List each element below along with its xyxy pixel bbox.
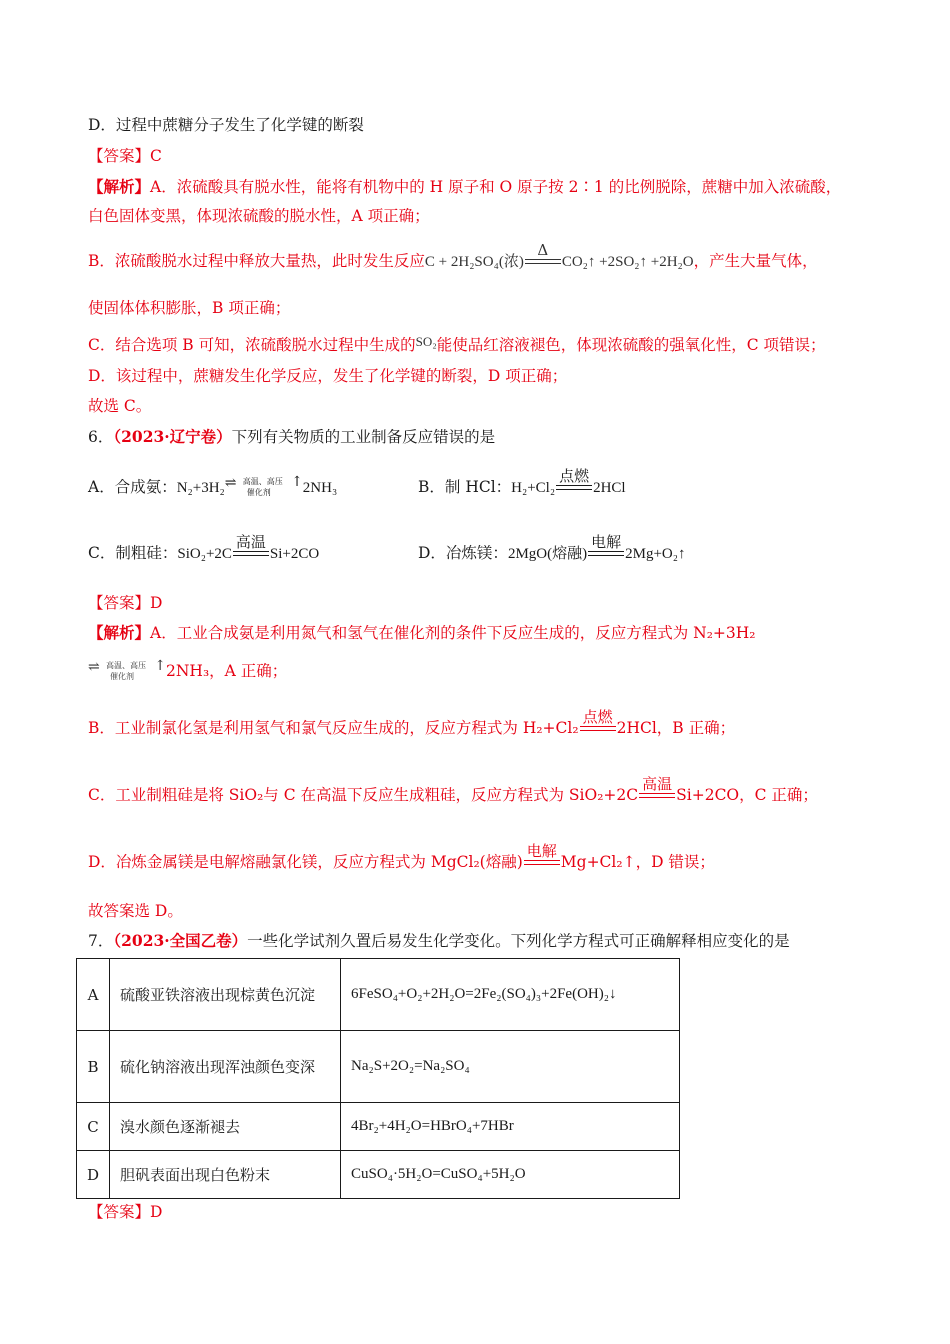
q6-option-a <box>88 476 337 499</box>
option-label: B．制 HCl： <box>418 478 512 496</box>
analysis-b-text2: 2HCl，B 正确； <box>616 719 736 737</box>
q7-answer <box>88 1201 162 1223</box>
equation-left: H₂+Cl₂ <box>511 480 556 496</box>
question-source: （2023·辽宁卷） <box>113 427 232 446</box>
analysis-b-text: B．浓硫酸脱水过程中释放大量热，此时发生反应 <box>88 252 425 270</box>
row-equation: Na₂S+2O₂=Na₂SO₄ <box>341 1031 680 1103</box>
analysis-b-text: B．工业制氯化氢是利用氢气和氯气反应生成的，反应方程式为 H₂+Cl₂ <box>88 719 579 737</box>
analysis-d-text2: Mg+Cl₂↑，D 错误； <box>560 853 715 871</box>
table-row <box>77 959 680 1031</box>
condition-equals: 点燃 <box>556 483 592 493</box>
analysis-b-post: ，产生大量气体， <box>693 252 818 270</box>
equation-b-left: C + 2H₂SO₄(浓) <box>424 254 524 270</box>
table-row <box>77 1151 680 1199</box>
question-text: 一些化学试剂久置后易发生化学变化。下列化学方程式可正确解释相应变化的是 <box>247 932 790 950</box>
equation-b-condition: Δ <box>525 257 561 267</box>
question-text: 下列有关物质的工业制备反应错误的是 <box>231 428 496 446</box>
question-number: 6． <box>88 428 114 446</box>
q6-analysis-c <box>88 775 818 806</box>
q5-analysis-b <box>88 241 818 273</box>
reversible-arrow-icon: ⇌ 高温、高压 催化剂 ↑ <box>224 474 303 497</box>
answer-value: C <box>150 147 162 165</box>
row-label: D <box>77 1151 110 1199</box>
question-number: 7． <box>88 932 114 950</box>
row-label: B <box>77 1031 110 1103</box>
row-label: C <box>77 1103 110 1151</box>
condition-equals: 点燃 <box>580 724 616 734</box>
q5-option-d: D．过程中蔗糖分子发生了化学键的断裂 <box>88 116 364 134</box>
reversible-arrow-icon: ⇌ 高温、高压 催化剂 ↑ <box>88 658 166 681</box>
options-table <box>76 958 680 1199</box>
analysis-tag: 【解析】 <box>88 177 151 196</box>
condition-equals: 电解 <box>588 549 624 559</box>
table-row <box>77 1103 680 1151</box>
analysis-a-text: A．浓硫酸具有脱水性，能将有机物中的 H 原子和 O 原子按 2∶1 的比例脱除，蔗糖中加入浓硫酸， <box>150 178 842 196</box>
table-row <box>77 1031 680 1103</box>
equation-left: 2MgO(熔融) <box>507 546 588 562</box>
answer-value: D <box>150 594 163 612</box>
row-equation: CuSO₄·5H₂O=CuSO₄+5H₂O <box>341 1151 680 1199</box>
q6-stem <box>88 426 495 448</box>
condition-equals: 高温 <box>639 791 675 801</box>
answer-value: D <box>150 1203 163 1221</box>
row-phenomenon: 胆矾表面出现白色粉末 <box>110 1151 341 1199</box>
analysis-a-text2: 2NH₃，A 正确； <box>166 662 288 680</box>
row-equation: 4Br₂+4H₂O=HBrO₄+7HBr <box>341 1103 680 1151</box>
q6-option-c <box>88 533 320 565</box>
analysis-a-text: A．工业合成氨是利用氮气和氢气在催化剂的条件下反应生成的，反应方程式为 N₂+3H₂ <box>150 624 756 642</box>
question-source: （2023·全国乙卷） <box>113 931 248 950</box>
q6-analysis-b <box>88 708 736 739</box>
option-label: D．冶炼镁： <box>418 544 508 562</box>
analysis-d-text: D．冶炼金属镁是电解熔融氯化镁，反应方程式为 MgCl₂(熔融) <box>88 853 523 871</box>
so2-formula: SO₂ <box>415 334 437 349</box>
q6-conclusion: 故答案选 D。 <box>88 902 183 920</box>
q5-conclusion: 故选 C。 <box>88 397 152 415</box>
q5-analysis-a <box>88 176 841 198</box>
q6-analysis-a-line2 <box>88 660 287 683</box>
q6-option-d <box>418 533 686 565</box>
row-phenomenon: 硫化钠溶液出现浑浊颜色变深 <box>110 1031 341 1103</box>
analysis-c-text2: Si+2CO，C 正确； <box>676 786 818 804</box>
equation-left: SiO₂+2C <box>177 546 232 562</box>
condition-equals: 高温 <box>233 549 269 559</box>
q7-stem <box>88 930 790 952</box>
equation-right: 2Mg+O₂↑ <box>625 546 686 562</box>
row-label: A <box>77 959 110 1031</box>
row-phenomenon: 溴水颜色逐渐褪去 <box>110 1103 341 1151</box>
equation-right: 2HCl <box>593 480 626 496</box>
answer-tag: 【答案】 <box>88 1203 151 1221</box>
analysis-tag: 【解析】 <box>88 623 151 642</box>
equation-left: N₂+3H₂ <box>176 480 225 496</box>
q5-answer <box>88 145 162 167</box>
analysis-c-post: 能使品红溶液褪色，体现浓硫酸的强氧化性，C 项错误； <box>436 336 826 354</box>
answer-tag: 【答案】 <box>88 147 151 165</box>
q5-analysis-b-line2: 使固体体积膨胀，B 项正确； <box>88 299 291 317</box>
q5-analysis-d: D．该过程中，蔗糖发生化学反应，发生了化学键的断裂，D 项正确； <box>88 367 568 385</box>
q6-analysis-a <box>88 622 756 644</box>
row-phenomenon: 硫酸亚铁溶液出现棕黄色沉淀 <box>110 959 341 1031</box>
analysis-c-text: C．结合选项 B 可知，浓硫酸脱水过程中生成的 <box>88 336 416 354</box>
q6-answer <box>88 592 162 614</box>
equation-right: Si+2CO <box>269 546 320 562</box>
option-label: A．合成氨： <box>88 478 177 496</box>
row-equation: 6FeSO₄+O₂+2H₂O=2Fe₂(SO₄)₃+2Fe(OH)₂↓ <box>341 959 680 1031</box>
analysis-c-text: C．工业制粗硅是将 SiO₂与 C 在高温下反应生成粗硅，反应方程式为 SiO₂+2C <box>88 786 639 804</box>
equation-right: 2NH₃ <box>302 480 338 496</box>
equation-b-right: CO₂↑ +2SO₂↑ +2H₂O <box>561 254 694 270</box>
option-label: C．制粗硅： <box>88 544 178 562</box>
q6-option-b <box>418 467 626 499</box>
answer-tag: 【答案】 <box>88 594 151 612</box>
q6-analysis-d <box>88 842 715 873</box>
q5-analysis-a-line2: 白色固体变黑，体现浓硫酸的脱水性，A 项正确； <box>88 207 430 225</box>
condition-equals: 电解 <box>524 858 560 868</box>
q5-analysis-c <box>88 331 826 356</box>
